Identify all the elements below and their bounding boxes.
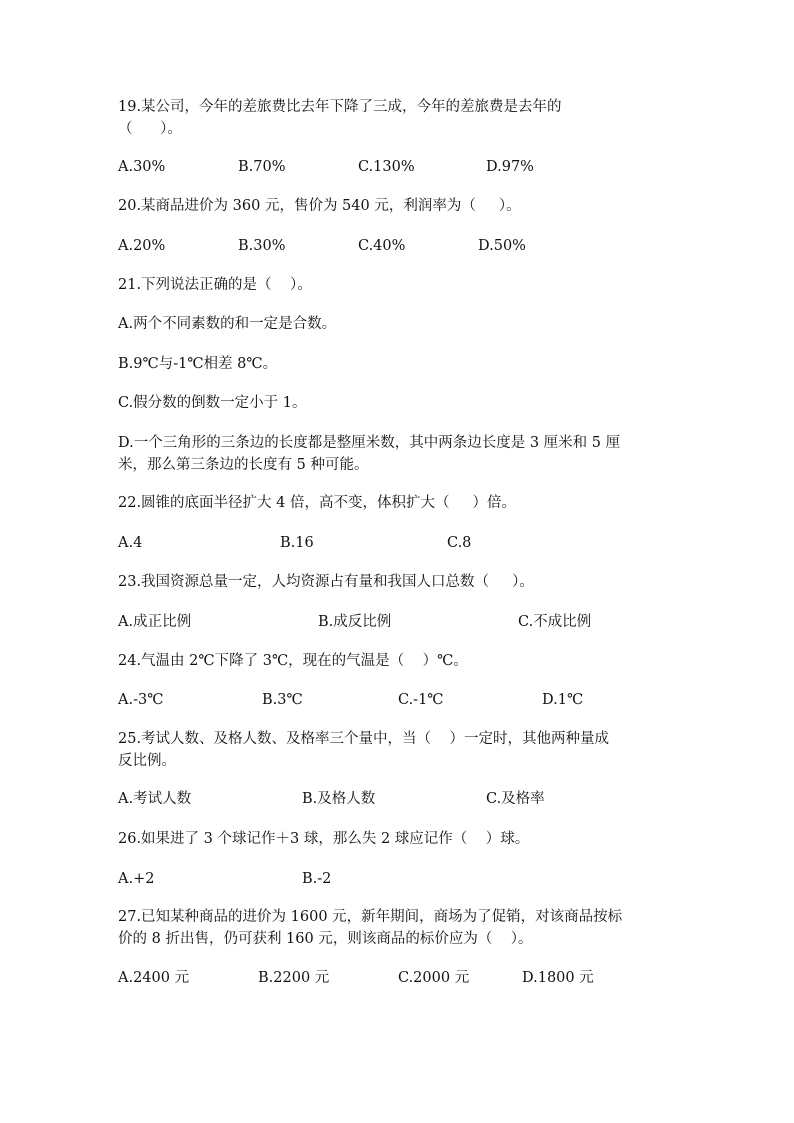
question-21-option-d-line-2: 米，那么第三条边的长度有 5 种可能。 [118, 457, 369, 473]
question-21-option-c: C.假分数的倒数一定小于 1。 [118, 395, 307, 411]
question-27-option-a: A.2400 元 [118, 970, 190, 986]
question-27-option-b: B.2200 元 [258, 970, 330, 986]
question-24-stem: 24.气温由 2℃下降了 3℃，现在的气温是（ ）℃。 [118, 653, 468, 669]
question-20-option-c: C.40% [358, 238, 406, 254]
question-26-option-a: A.+2 [118, 871, 155, 887]
question-27-stem-line-2: 价的 8 折出售，仍可获利 160 元，则该商品的标价应为（ ）。 [118, 931, 533, 947]
question-24-option-a: A.-3℃ [118, 692, 164, 708]
question-21-option-a: A.两个不同素数的和一定是合数。 [118, 316, 337, 332]
question-25-option-a: A.考试人数 [118, 791, 192, 807]
question-24-option-c: C.-1℃ [398, 692, 444, 708]
question-23-option-b: B.成反比例 [318, 614, 392, 630]
question-19-option-a: A.30% [118, 159, 166, 175]
question-25-stem-line-1: 25.考试人数、及格人数、及格率三个量中，当（ ）一定时，其他两种量成 [118, 731, 609, 747]
question-19-stem-line-1: 19.某公司，今年的差旅费比去年下降了三成，今年的差旅费是去年的 [118, 99, 562, 115]
question-19-option-c: C.130% [358, 159, 415, 175]
question-20-option-a: A.20% [118, 238, 166, 254]
question-23-option-c: C.不成比例 [518, 614, 592, 630]
question-19-option-d: D.97% [486, 159, 534, 175]
question-22-option-a: A.4 [118, 535, 143, 551]
question-27-stem-line-1: 27.已知某种商品的进价为 1600 元，新年期间，商场为了促销，对该商品按标 [118, 909, 623, 925]
question-24-option-d: D.1℃ [542, 692, 584, 708]
question-23-stem: 23.我国资源总量一定，人均资源占有量和我国人口总数（ ）。 [118, 574, 534, 590]
question-19-option-b: B.70% [238, 159, 286, 175]
question-22-option-c: C.8 [447, 535, 472, 551]
question-27-option-d: D.1800 元 [522, 970, 594, 986]
question-25-option-b: B.及格人数 [302, 791, 376, 807]
question-19-stem-line-2: （ ）。 [118, 121, 182, 137]
question-21-stem: 21.下列说法正确的是（ ）。 [118, 277, 312, 293]
question-20-option-d: D.50% [478, 238, 526, 254]
question-20-option-b: B.30% [238, 238, 286, 254]
question-20-stem: 20.某商品进价为 360 元，售价为 540 元，利润率为（ ）。 [118, 198, 521, 214]
question-21-option-d-line-1: D.一个三角形的三条边的长度都是整厘米数，其中两条边长度是 3 厘米和 5 厘 [118, 435, 621, 451]
question-25-option-c: C.及格率 [486, 791, 545, 807]
question-25-stem-line-2: 反比例。 [118, 753, 176, 769]
question-27-option-c: C.2000 元 [398, 970, 470, 986]
question-24-option-b: B.3℃ [262, 692, 303, 708]
question-21-option-b: B.9℃与-1℃相差 8℃。 [118, 356, 278, 372]
question-22-option-b: B.16 [280, 535, 314, 551]
question-26-option-b: B.-2 [302, 871, 332, 887]
question-22-stem: 22.圆锥的底面半径扩大 4 倍，高不变，体积扩大（ ）倍。 [118, 495, 517, 511]
question-26-stem: 26.如果进了 3 个球记作＋3 球，那么失 2 球应记作（ ）球。 [118, 831, 530, 847]
question-23-option-a: A.成正比例 [118, 614, 192, 630]
